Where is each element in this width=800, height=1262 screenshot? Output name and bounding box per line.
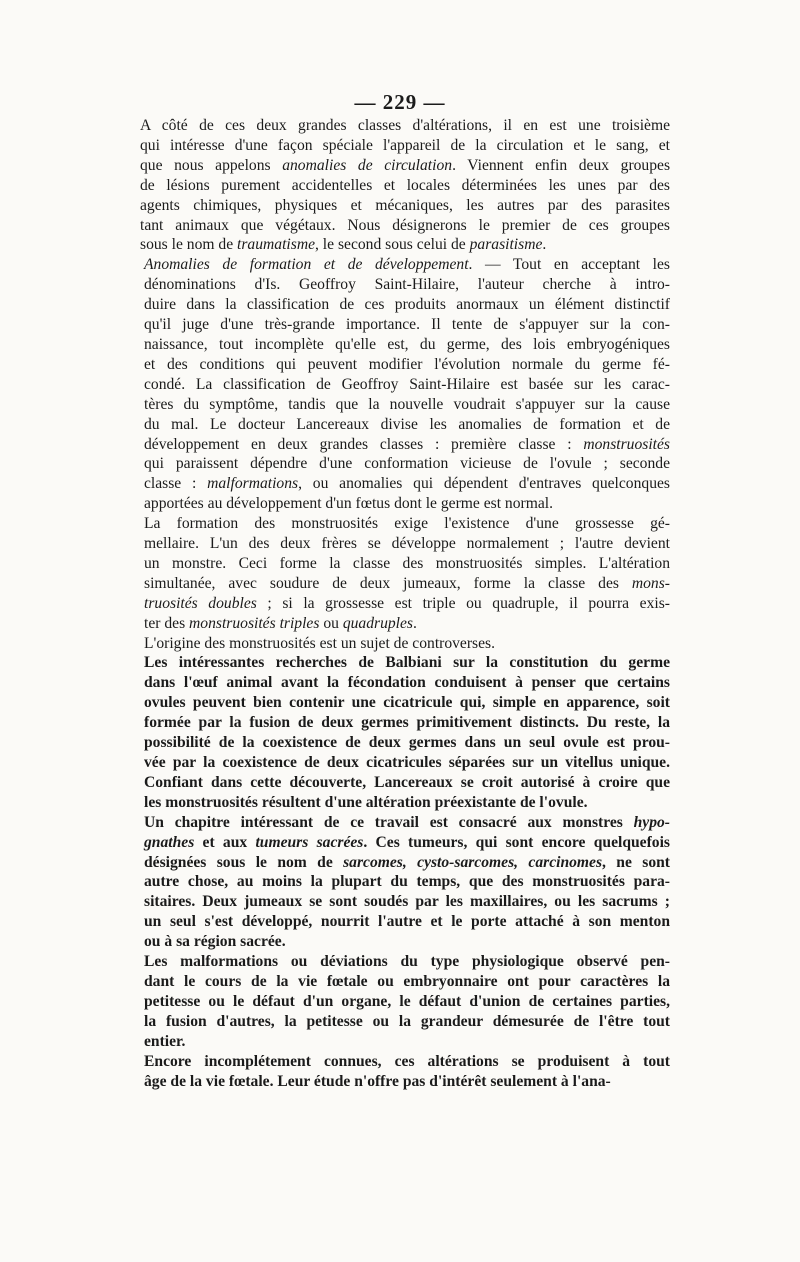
text-line xyxy=(140,454,670,474)
text-line xyxy=(140,713,670,733)
paragraph xyxy=(140,255,670,514)
text-segment: duire dans la classification de ces produits anormaux un élément distinctif xyxy=(144,296,670,314)
text-line xyxy=(140,275,670,295)
italic-text: sarcomes, cysto-sarcomes, carcinomes xyxy=(343,853,603,871)
text-line xyxy=(140,315,670,335)
text-segment: , le second sous celui de xyxy=(315,236,470,254)
text-segment: ou à sa région sacrée. xyxy=(144,933,286,951)
text-segment: ou xyxy=(319,614,343,632)
text-line xyxy=(140,295,670,315)
text-line xyxy=(140,833,670,853)
text-line xyxy=(140,753,670,773)
text-line xyxy=(140,196,670,216)
text-line xyxy=(140,972,670,992)
text-line xyxy=(140,415,670,435)
text-segment: , ne sont xyxy=(602,853,670,871)
text-segment: ter des xyxy=(144,614,190,632)
text-segment: ovules peuvent bien contenir une cicatricule qui, simple en apparence, soit xyxy=(144,694,670,712)
text-segment: vée par la coexistence de deux cicatricules séparées sur un vitellus unique. xyxy=(144,754,670,771)
paragraph xyxy=(140,952,670,1052)
italic-text: gnathes xyxy=(144,833,195,851)
text-segment: tant animaux que végétaux. Nous désignerons le premier de ces groupes xyxy=(140,216,670,234)
text-line xyxy=(140,514,670,534)
text-segment: simultanée, avec soudure de deux jumeaux, forme la classe des xyxy=(144,574,632,592)
text-line xyxy=(140,992,670,1012)
text-segment: . Ces tumeurs, qui sont encore quelquefois xyxy=(363,833,670,851)
text-segment: dans l'œuf animal avant la fécondation conduisent à penser que certains xyxy=(144,674,670,692)
text-line xyxy=(140,1032,670,1052)
paragraph xyxy=(140,634,670,654)
text-line xyxy=(140,355,670,375)
text-segment: . xyxy=(542,236,547,254)
italic-text: Anomalies de formation et de développement xyxy=(144,256,469,274)
italic-text: anomalies de circulation xyxy=(282,156,453,174)
text-segment: naissance, tout incomplète qu'elle est, du germe, des lois embryogéniques xyxy=(144,335,670,353)
text-line xyxy=(140,156,670,176)
text-line xyxy=(140,136,670,156)
text-segment: la fusion d'autres, la petitesse ou la grandeur démesurée de l'être tout xyxy=(144,1012,670,1030)
text-segment: entier. xyxy=(144,1032,186,1050)
text-segment: et des conditions qui peuvent modifier l'évolution normale du germe fé- xyxy=(144,355,670,373)
text-line xyxy=(140,634,670,654)
text-segment: désignées sous le nom de xyxy=(144,853,344,871)
text-segment: L'origine des monstruosités est un sujet de controverses. xyxy=(144,634,496,652)
text-line xyxy=(140,474,670,494)
text-segment: agents chimiques, physiques et mécaniques, les autres par des parasites xyxy=(140,196,670,214)
text-segment: possibilité de la coexistence de deux germes dans un seul ovule est prou- xyxy=(144,734,670,752)
text-line xyxy=(140,853,670,873)
paragraph xyxy=(140,116,670,255)
text-segment: qu'il juge d'une très-grande importance. Il tente de s'appuyer sur la con- xyxy=(144,316,670,334)
italic-text: tumeurs sacrées xyxy=(255,833,364,851)
text-segment: Un chapitre intéressant de ce travail est consacré aux monstres xyxy=(144,813,634,831)
text-segment: . xyxy=(413,614,417,632)
text-line xyxy=(140,952,670,972)
text-segment: un monstre. Ceci forme la classe des monstruosités simples. L'altération xyxy=(144,554,670,572)
text-line xyxy=(140,872,670,892)
text-line xyxy=(140,813,670,833)
text-line xyxy=(140,335,670,355)
italic-text: truosités doubles xyxy=(144,594,257,612)
text-segment: condé. La classification de Geoffroy Saint-Hilaire est basée sur les carac- xyxy=(144,375,670,393)
text-line xyxy=(140,912,670,932)
text-segment: . — Tout en acceptant les xyxy=(468,256,670,274)
text-line xyxy=(140,574,670,594)
text-line xyxy=(140,1072,670,1092)
italic-text: quadruples xyxy=(342,614,413,632)
text-segment: développement en deux grandes classes : première classe : xyxy=(144,435,584,453)
italic-text: mons- xyxy=(631,574,670,592)
text-segment: un seul s'est développé, nourrit l'autre et le porte attaché à son menton xyxy=(144,913,670,931)
italic-text: hypo- xyxy=(633,813,670,831)
italic-text: monstruosités triples xyxy=(189,614,320,632)
text-segment: du mal. Le docteur Lancereaux divise les anomalies de formation et de xyxy=(144,415,670,433)
text-line xyxy=(140,435,670,455)
text-line xyxy=(140,534,670,554)
text-line xyxy=(140,176,670,196)
text-segment: sous le nom de xyxy=(140,236,238,254)
text-line xyxy=(140,614,670,634)
italic-text: parasitisme xyxy=(469,236,543,254)
text-segment: petitesse ou le défaut d'un organe, le défaut d'union de certaines parties, xyxy=(144,992,670,1010)
text-line xyxy=(140,375,670,395)
text-segment: Les malformations ou déviations du type physiologique observé pen- xyxy=(144,953,670,971)
text-segment: les monstruosités résultent d'une altération préexistante de l'ovule. xyxy=(144,793,588,811)
italic-text: traumatisme xyxy=(237,236,315,254)
text-segment: Encore incomplétement connues, ces altérations se produisent à tout xyxy=(144,1052,670,1070)
text-segment: , ou anomalies qui dépendent d'entraves quelconques xyxy=(298,475,670,493)
text-segment: mellaire. L'un des deux frères se développe normalement ; l'autre devient xyxy=(144,535,670,553)
text-line xyxy=(140,653,670,673)
italic-text: monstruosités xyxy=(583,435,670,453)
text-segment: qui paraissent dépendre d'une conformation vicieuse de l'ovule ; seconde xyxy=(144,455,670,473)
page-number: — 229 — xyxy=(354,90,446,114)
text-segment: La formation des monstruosités exige l'existence d'une grossesse gé- xyxy=(144,515,670,533)
text-segment: formée par la fusion de deux germes primitivement distincts. Du reste, la xyxy=(144,714,670,732)
text-segment: classe : xyxy=(144,475,208,493)
body-text xyxy=(140,116,670,1091)
text-line xyxy=(140,733,670,753)
text-segment: âge de la vie fœtale. Leur étude n'offre pas d'intérêt seulement à l'ana- xyxy=(144,1072,611,1090)
text-segment: Les intéressantes recherches de Balbiani sur la constitution du germe xyxy=(144,654,670,672)
text-segment: dant le cours de la vie fœtale ou embryonnaire ont pour caractères la xyxy=(144,972,670,990)
text-segment: qui intéresse d'une façon spéciale l'appareil de la circulation et le sang, et xyxy=(140,136,670,154)
italic-text: malformations xyxy=(207,475,299,493)
text-line xyxy=(140,494,670,514)
text-segment: . Viennent enfin deux groupes xyxy=(452,156,671,174)
text-segment: apportées au développement d'un fœtus dont le germe est normal. xyxy=(144,495,553,513)
text-line xyxy=(140,1052,670,1072)
text-line xyxy=(140,773,670,793)
text-line xyxy=(140,554,670,574)
text-line xyxy=(140,235,670,255)
text-line xyxy=(140,255,670,275)
text-segment: dénominations d'Is. Geoffroy Saint-Hilaire, l'auteur cherche à intro- xyxy=(144,276,670,294)
text-segment: tères du symptôme, tandis que la nouvelle voudrait s'appuyer sur la cause xyxy=(144,395,670,413)
paragraph xyxy=(140,1052,670,1092)
text-line xyxy=(140,793,670,813)
paragraph xyxy=(140,813,670,952)
text-line xyxy=(140,1012,670,1032)
text-segment: A côté de ces deux grandes classes d'altérations, il en est une troisième xyxy=(140,117,670,134)
text-segment: autre chose, au moins la plupart du temps, que des monstruosités para- xyxy=(144,873,670,891)
paragraph xyxy=(140,514,670,633)
text-line xyxy=(140,932,670,952)
text-line xyxy=(140,216,670,236)
text-line xyxy=(140,594,670,614)
text-segment: ; si la grossesse est triple ou quadruple, il pourra exis- xyxy=(256,594,670,612)
text-line xyxy=(140,892,670,912)
text-segment: de lésions purement accidentelles et locales déterminées les unes par des xyxy=(140,176,670,194)
text-segment: que nous appelons xyxy=(140,156,283,174)
paragraph xyxy=(140,653,670,812)
text-line xyxy=(140,673,670,693)
text-line xyxy=(140,395,670,415)
text-line xyxy=(140,693,670,713)
text-line xyxy=(140,116,670,136)
text-segment: et aux xyxy=(194,833,256,851)
text-segment: Confiant dans cette découverte, Lancereaux se croit autorisé à croire que xyxy=(144,773,670,791)
text-segment: sitaires. Deux jumeaux se sont soudés par les maxillaires, ou les sacrums ; xyxy=(144,893,670,911)
